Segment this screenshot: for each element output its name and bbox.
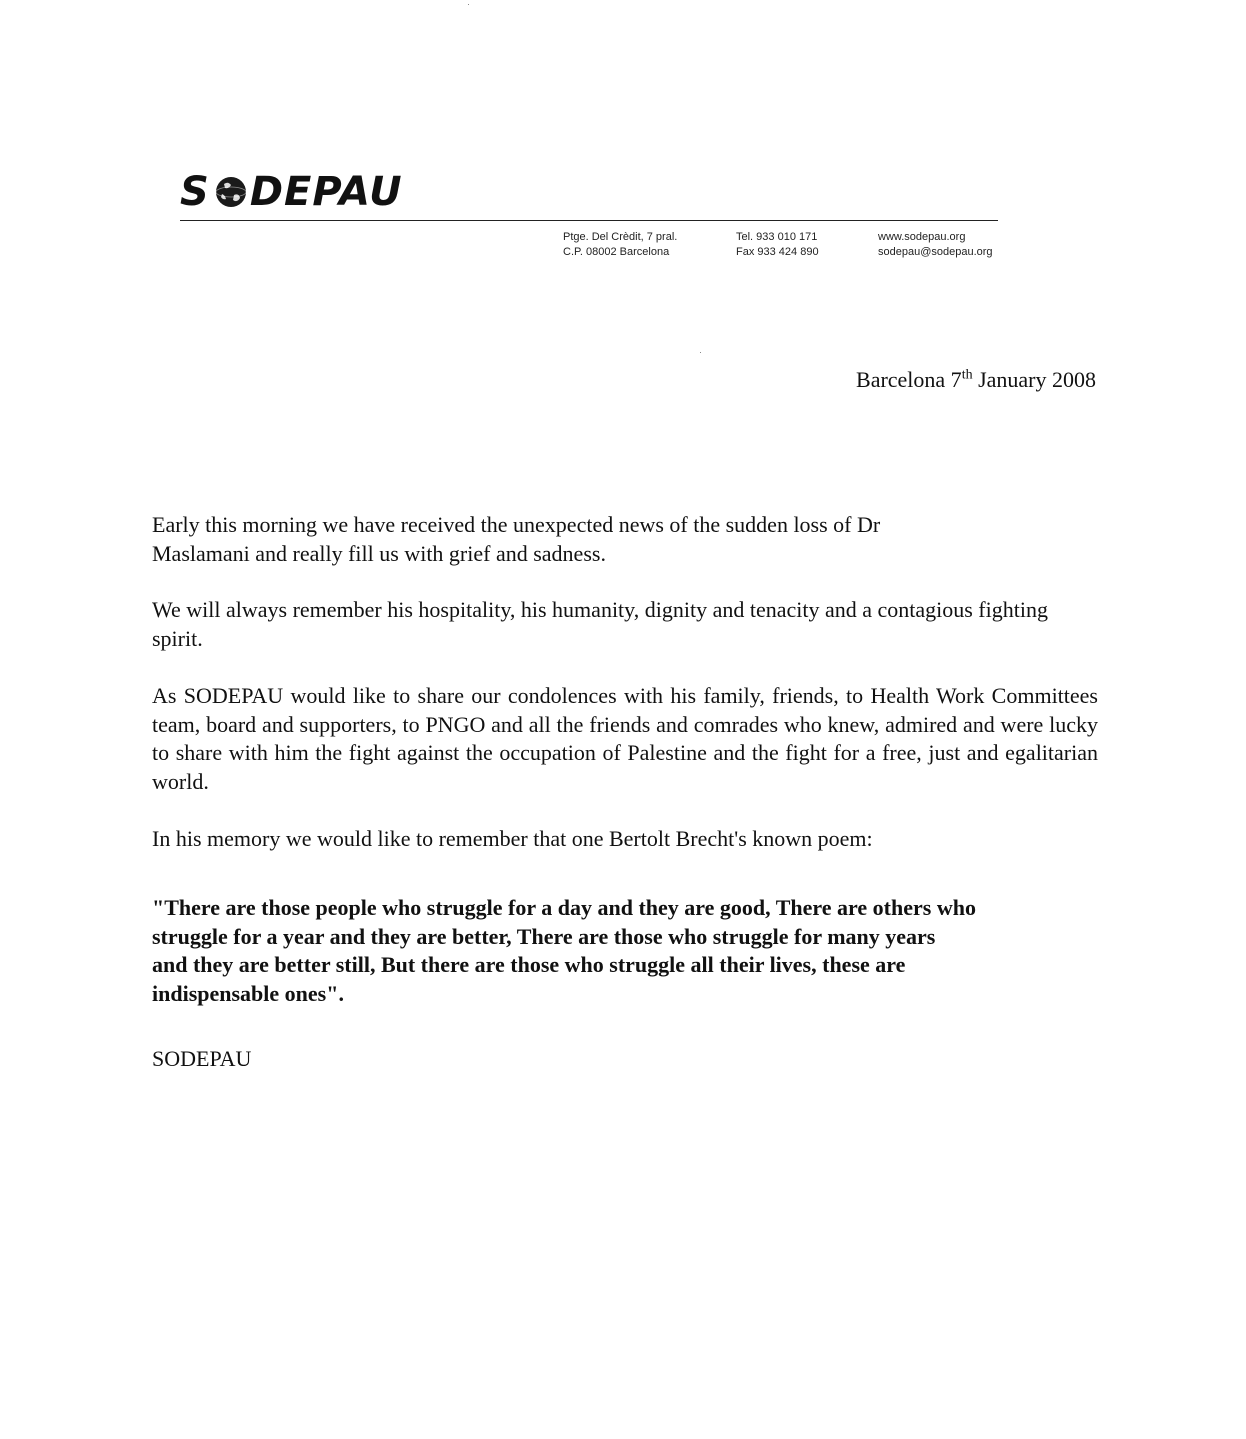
address-line-1: Ptge. Del Crèdit, 7 pral. <box>563 231 678 243</box>
letterhead-phone <box>736 230 819 260</box>
quote-line-1: "There are those people who struggle for a day and they are good, There are others who <box>152 895 976 920</box>
date-ordinal: th <box>961 367 973 383</box>
quote-line-2: struggle for a year and they are better, There are those who struggle for many years <box>152 923 936 949</box>
brecht-quote <box>152 894 1102 1008</box>
paragraph-1-line-1: Early this morning we have received the unexpected news of the sudden loss of Dr <box>152 512 881 537</box>
scan-speck <box>468 4 469 5</box>
letter-date <box>856 367 1096 393</box>
address-line-2: C.P. 08002 Barcelona <box>563 246 670 258</box>
scan-speck <box>700 352 701 353</box>
phone-line: Tel. 933 010 171 <box>736 231 818 243</box>
quote-line-4: indispensable ones". <box>152 980 344 1006</box>
fax-line: Fax 933 424 890 <box>736 246 819 258</box>
letterhead-divider <box>180 220 998 221</box>
paragraph-1 <box>152 511 1098 568</box>
logo-text-s: S <box>180 169 210 215</box>
letterhead-address <box>563 230 677 260</box>
date-prefix: Barcelona 7 <box>856 367 962 392</box>
email-line: sodepau@sodepau.org <box>878 246 993 258</box>
letterhead-web <box>878 230 993 260</box>
paragraph-4: In his memory we would like to remember that one Bertolt Brecht's known poem: <box>152 826 873 851</box>
paragraph-3: As SODEPAU would like to share our condolences with his family, friends, to Health Work Committees team, board and supporters, to PNGO and all the friends and comrades who knew, admired and were lucky to share with him the fight against the occupation of Palestine and the fight for a free, just and egalitarian world. <box>152 683 1098 794</box>
date-rest: January 2008 <box>972 367 1096 392</box>
signature: SODEPAU <box>152 1046 252 1071</box>
logo-text-depau: DEPAU <box>249 169 403 215</box>
paragraph-2: We will always remember his hospitality, his humanity, dignity and tenacity and a contagious fighting spirit. <box>152 597 1048 651</box>
sodepau-logo <box>180 166 403 218</box>
website-line: www.sodepau.org <box>878 231 966 243</box>
paragraph-1-line-2: Maslamani and really fill us with grief and sadness. <box>152 540 606 566</box>
globe-icon <box>214 175 248 209</box>
quote-line-3: and they are better still, But there are those who struggle all their lives, these are <box>152 952 906 977</box>
